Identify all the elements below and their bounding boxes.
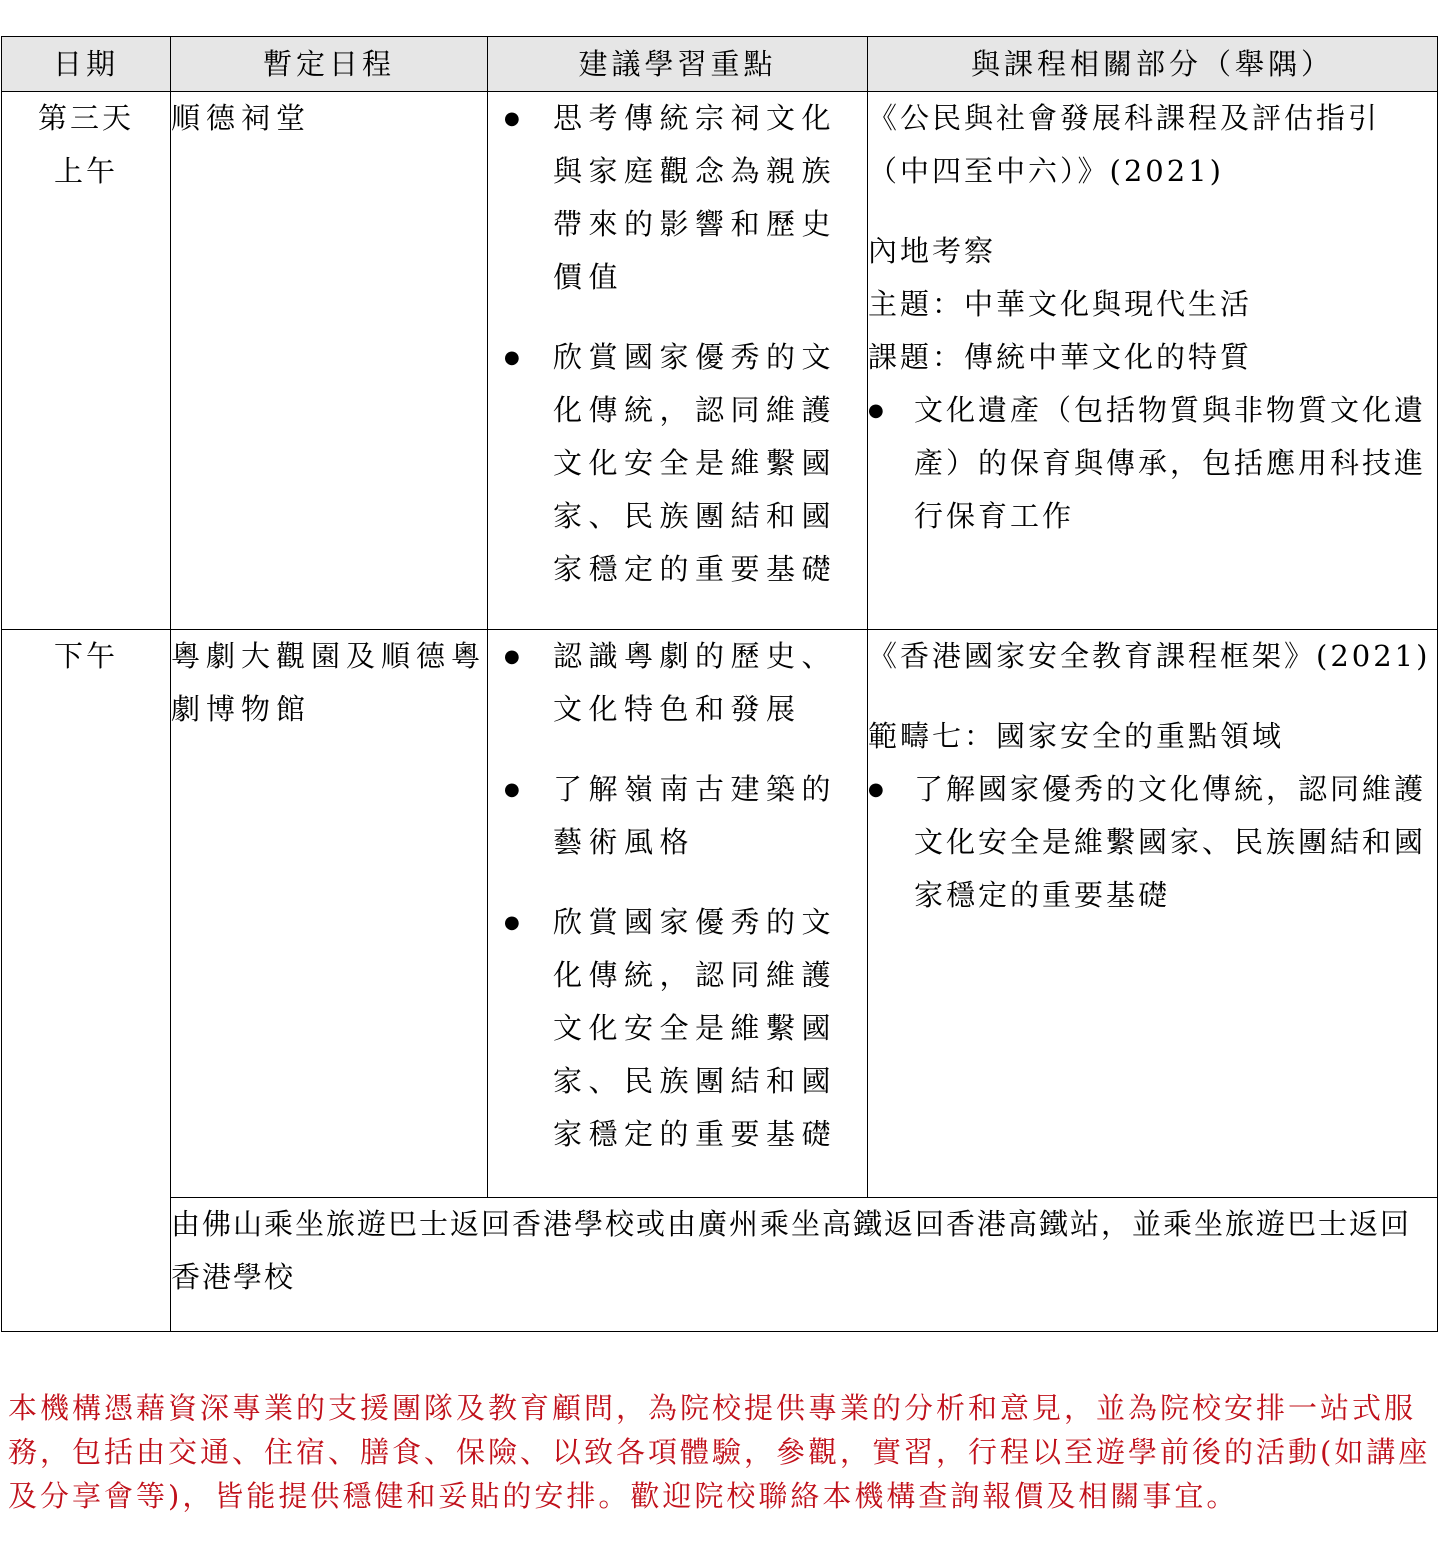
learning-focus-cell xyxy=(488,630,868,1198)
period-label: 下午 xyxy=(53,639,118,673)
header-schedule: 暫定日程 xyxy=(171,37,488,92)
return-trip-cell: 由佛山乘坐旅遊巴士返回香港學校或由廣州乘坐高鐵返回香港高鐵站，並乘坐旅遊巴士返回香港學校 xyxy=(171,1198,1438,1332)
header-date: 日期 xyxy=(2,37,171,92)
day-label: 第三天 xyxy=(37,101,134,135)
table-header-row xyxy=(2,37,1438,92)
table-row xyxy=(2,1198,1438,1332)
curriculum-scope: 範疇七：國家安全的重點領域 xyxy=(868,719,1285,753)
learning-focus-item: ● 欣賞國家優秀的文化傳統，認同維護文化安全是維繫國家、民族團結和國家穩定的重要基礎 xyxy=(488,331,867,596)
footer-note: 本機構憑藉資深專業的支援團隊及教育顧問，為院校提供專業的分析和意見，並為院校安排一站式服務，包括由交通、住宿、膳食、保險、以致各項體驗，參觀，實習，行程以至遊學前後的活動(如講座及分享會等)，皆能提供穩健和妥貼的安排。歡迎院校聯絡本機構查詢報價及相關事宜。 xyxy=(8,1391,1431,1513)
day-cell xyxy=(2,92,171,630)
learning-focus-item: ● 了解嶺南古建築的藝術風格 xyxy=(488,763,867,869)
day-cell xyxy=(2,630,171,1332)
header-learning-focus: 建議學習重點 xyxy=(488,37,868,92)
learning-focus-cell xyxy=(488,92,868,630)
curriculum-theme: 主題：中華文化與現代生活 xyxy=(868,287,1253,321)
itinerary-table xyxy=(1,36,1438,1332)
curriculum-document: 《公民與社會發展科課程及評估指引（中四至中六）》(2021) xyxy=(868,101,1381,188)
curriculum-cell xyxy=(868,92,1438,630)
curriculum-bullet: ● 文化遺產（包括物質與非物質文化遺產）的保育與傳承，包括應用科技進行保育工作 xyxy=(868,384,1437,543)
table-row xyxy=(2,92,1438,630)
table-row xyxy=(2,630,1438,1198)
learning-focus-item: ● 認識粵劇的歷史、文化特色和發展 xyxy=(488,630,867,736)
learning-focus-item: ● 欣賞國家優秀的文化傳統，認同維護文化安全是維繫國家、民族團結和國家穩定的重要基礎 xyxy=(488,896,867,1161)
curriculum-topic: 課題：傳統中華文化的特質 xyxy=(868,340,1253,374)
curriculum-section: 內地考察 xyxy=(868,234,997,268)
header-curriculum: 與課程相關部分（舉隅） xyxy=(868,37,1438,92)
curriculum-document: 《香港國家安全教育課程框架》(2021) xyxy=(868,639,1431,673)
curriculum-bullet: ● 了解國家優秀的文化傳統，認同維護文化安全是維繫國家、民族團結和國家穩定的重要基礎 xyxy=(868,763,1437,922)
learning-focus-item: ● 思考傳統宗祠文化與家庭觀念為親族帶來的影響和歷史價值 xyxy=(488,92,867,304)
schedule-cell: 順德祠堂 xyxy=(171,92,488,630)
period-label: 上午 xyxy=(53,154,118,188)
schedule-cell: 粵劇大觀園及順德粵劇博物館 xyxy=(171,630,488,1198)
curriculum-cell xyxy=(868,630,1438,1198)
